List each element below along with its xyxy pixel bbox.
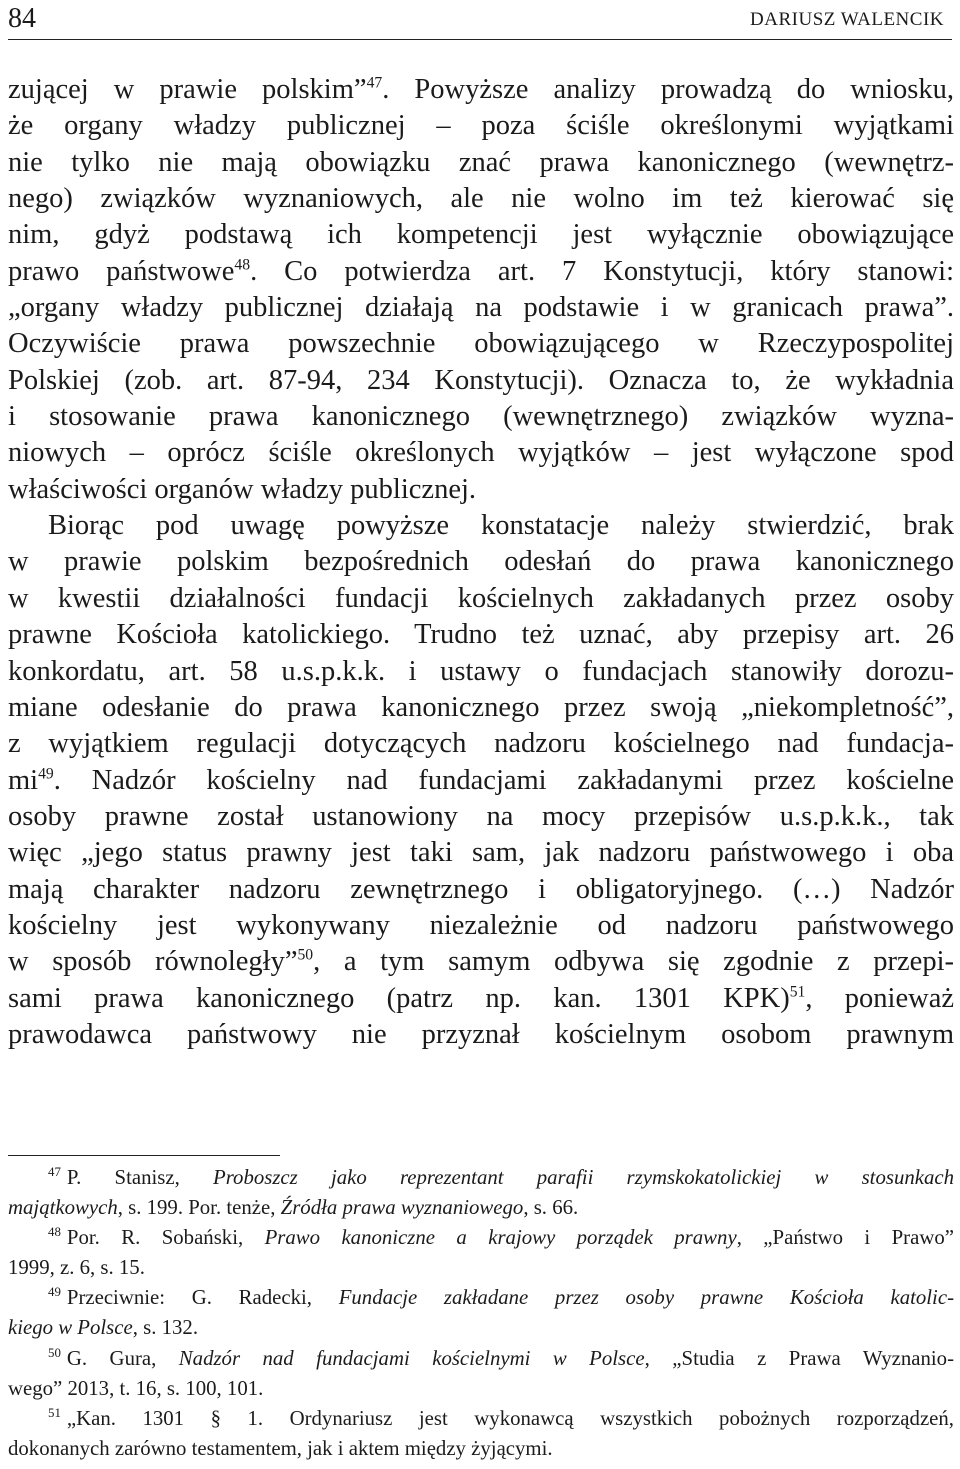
body-line (8, 872, 954, 908)
body-line-text: , ponieważ (805, 982, 954, 1014)
body-line (8, 108, 954, 144)
body-line-text: Oczywiście prawa powszechnie obowiązującego w Rzeczypospolitej (8, 328, 954, 360)
footnote-text: , „Studia z Prawa Wyznanio- (644, 1346, 954, 1370)
body-line-text: prawo państwowe (8, 255, 235, 287)
footnote-line (8, 1313, 954, 1343)
body-line-text: kościelny jest wykonywany niezależnie od nadzoru państwowego (8, 909, 954, 941)
footnote-text: , s. 132. (132, 1316, 199, 1340)
footnote-number: 49 (48, 1285, 61, 1300)
body-line-text: nego) związków wyznaniowych, ale nie wolno im też kierować się (8, 183, 954, 215)
body-line-text: zującej w prawie polskim” (8, 74, 367, 105)
body-line (8, 290, 954, 326)
body-line-text: z wyjątkiem regulacji dotyczących nadzoru kościelnego nad fundacja- (8, 728, 954, 760)
footnote-title-italic: Prawo kanoniczne a krajowy porządek prawny (264, 1226, 737, 1250)
footnote-text: P. Stanisz, (66, 1166, 214, 1189)
body-line-text: Polskiej (zob. art. 87-94, 234 Konstytucji). Oznacza to, że wykładnia (8, 364, 954, 396)
body-text (8, 72, 954, 1053)
footnote-text: dokonanych zarówno testamentem, jak i aktem między żyjącymi. (8, 1436, 553, 1460)
body-line-text: w kwestii działalności fundacji kościelnych zakładanych przez osoby (8, 582, 954, 614)
body-line-text: w prawie polskim bezpośrednich odesłań do prawa kanonicznego (8, 546, 954, 578)
footnote-reference[interactable]: 48 (234, 256, 251, 274)
footnote-number: 47 (48, 1165, 61, 1180)
footnote-title-italic: Nadzór nad fundacjami kościelnymi w Polsce (178, 1346, 645, 1370)
body-line (8, 145, 954, 181)
footnote-line (8, 1434, 954, 1464)
body-line-text: w sposób równoległy” (8, 946, 298, 978)
footnote-reference[interactable]: 49 (38, 765, 54, 783)
footnote-title-italic: majątkowych (8, 1196, 118, 1220)
footnote-number: 51 (48, 1405, 61, 1420)
page-number: 84 (8, 3, 36, 34)
footnote-line (8, 1223, 954, 1253)
body-line (8, 1017, 954, 1053)
footnote-line (8, 1163, 954, 1193)
body-line (8, 654, 954, 690)
footnote-text: , s. 66. (523, 1196, 579, 1220)
body-line-text: nim, gdyż podstawą ich kompetencji jest wyłącznie obowiązujące (8, 219, 954, 251)
footnote-text: , s. 199. Por. tenże, (117, 1196, 281, 1220)
footnote-line (8, 1374, 954, 1404)
body-line-text: mają charakter nadzoru zewnętrznego i obligatoryjnego. (…) Nadzór (8, 873, 954, 905)
body-line (8, 544, 954, 580)
footnote-text: wego” 2013, t. 16, s. 100, 101. (8, 1376, 264, 1400)
footnotes (8, 1163, 954, 1464)
body-line-text: . Co potwierdza art. 7 Konstytucji, który stanowi: (250, 255, 954, 287)
footnote (8, 1404, 954, 1464)
body-line-text: prawne Kościoła katolickiego. Trudno też uznać, aby przepisy art. 26 (8, 619, 954, 651)
body-line-text: sami prawa kanonicznego (patrz np. kan. 1301 KPK) (8, 982, 790, 1014)
body-line-text: więc „jego status prawny jest taki sam, jak nadzoru państwowego i oba (8, 837, 954, 869)
body-line-text: „organy władzy publicznej działają na podstawie i w granicach prawa”. (8, 292, 954, 324)
body-line (8, 908, 954, 944)
body-line (8, 363, 954, 399)
body-line (8, 472, 954, 508)
body-line (8, 254, 954, 290)
body-line (8, 726, 954, 762)
body-line (8, 326, 954, 362)
footnote (8, 1344, 954, 1404)
page-header (8, 0, 952, 40)
footnote-separator (8, 1155, 280, 1156)
body-line-text: . Nadzór kościelny nad fundacjami zakładanymi przez kościelne (53, 764, 954, 796)
body-line (8, 399, 954, 435)
body-line-text: mi (8, 764, 39, 796)
footnote-title-italic: kiego w Polsce (8, 1316, 133, 1340)
body-line-text: niowych – oprócz ściśle określonych wyjątków – jest wyłączone spod (8, 437, 954, 469)
body-line (8, 581, 954, 617)
footnote-line (8, 1193, 954, 1223)
body-line (8, 72, 954, 108)
footnote-title-italic: Fundacje zakładane przez osoby prawne Kościoła katolic- (338, 1286, 954, 1310)
footnote (8, 1283, 954, 1343)
footnote-text: 1999, z. 6, s. 15. (8, 1256, 145, 1280)
body-line (8, 617, 954, 653)
body-line (8, 835, 954, 871)
footnote-line (8, 1344, 954, 1374)
footnote-text: , „Państwo i Prawo” (736, 1226, 954, 1250)
body-line (8, 217, 954, 253)
body-line-text: osoby prawne został ustanowiony na mocy przepisów u.s.p.k.k., tak (8, 800, 954, 832)
body-line (8, 508, 954, 544)
body-line-text: że organy władzy publicznej – poza ściśle określonymi wyjątkami (8, 110, 954, 142)
footnote-text: Przeciwnie: G. Radecki, (66, 1286, 339, 1310)
body-line-text: nie tylko nie mają obowiązku znać prawa kanonicznego (wewnętrz- (8, 146, 954, 178)
body-line-text: konkordatu, art. 58 u.s.p.k.k. i ustawy o fundacjach stanowiły dorozu- (8, 655, 954, 687)
body-line (8, 981, 954, 1017)
footnote-text: „Kan. 1301 § 1. Ordynariusz jest wykonawcą wszystkich pobożnych rozporządzeń, (66, 1406, 954, 1430)
body-line (8, 690, 954, 726)
body-line-text: Biorąc pod uwagę powyższe konstatacje należy stwierdzić, brak (48, 510, 954, 542)
body-line-text: , a tym samym odbywa się zgodnie z przepi- (313, 946, 954, 978)
footnote-reference[interactable]: 47 (366, 74, 383, 92)
running-head: DARIUSZ WALENCIK (750, 9, 944, 30)
footnote-line (8, 1253, 954, 1283)
body-line (8, 944, 954, 980)
footnote-reference[interactable]: 51 (789, 983, 806, 1001)
body-line (8, 181, 954, 217)
footnote-line (8, 1283, 954, 1313)
body-line (8, 763, 954, 799)
body-line-text: właściwości organów władzy publicznej. (8, 473, 477, 505)
footnote (8, 1163, 954, 1223)
footnote (8, 1223, 954, 1283)
footnote-number: 48 (48, 1225, 61, 1240)
header-rule (8, 39, 952, 40)
body-line-text: . Powyższe analizy prowadzą do wniosku, (382, 74, 954, 105)
body-line-text: prawodawca państwowy nie przyznał kościelnym osobom prawnym (8, 1018, 954, 1050)
body-line-text: i stosowanie prawa kanonicznego (wewnętrznego) związków wyzna- (8, 401, 954, 433)
footnote-text: G. Gura, (66, 1346, 179, 1370)
body-line-text: miane odesłanie do prawa kanonicznego przez swoją „niekompletność”, (8, 691, 954, 723)
footnote-title-italic: Źródła prawa wyznaniowego (280, 1196, 524, 1220)
body-line (8, 799, 954, 835)
body-line (8, 435, 954, 471)
footnote-text: Por. R. Sobański, (66, 1226, 265, 1250)
footnote-reference[interactable]: 50 (297, 946, 314, 964)
footnote-title-italic: Proboszcz jako reprezentant parafii rzymskokatolickiej w stosunkach (213, 1166, 954, 1189)
footnote-number: 50 (48, 1345, 61, 1360)
footnote-line (8, 1404, 954, 1434)
